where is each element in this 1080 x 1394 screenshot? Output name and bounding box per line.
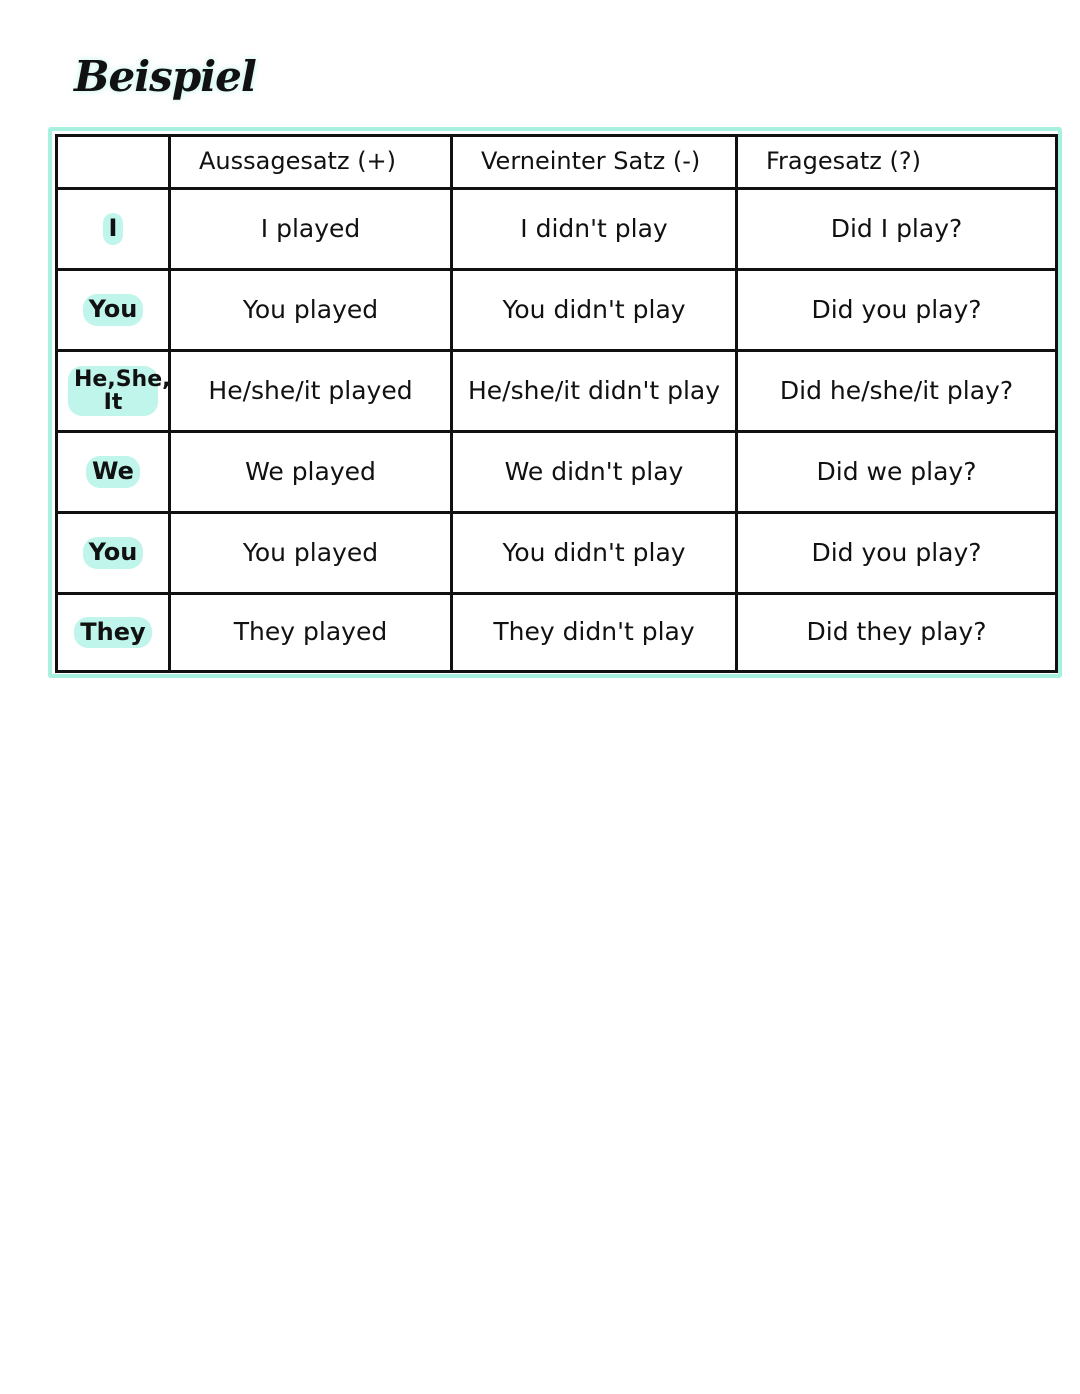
question-cell: Did we play? xyxy=(737,432,1057,513)
pronoun-label: You xyxy=(83,294,144,326)
pronoun-cell xyxy=(57,432,170,513)
positive-cell: I played xyxy=(170,189,452,270)
pronoun-label: We xyxy=(86,456,140,488)
question-cell: Did I play? xyxy=(737,189,1057,270)
table-row xyxy=(57,270,1057,351)
negative-cell: They didn't play xyxy=(452,594,737,672)
table-header-row xyxy=(57,136,1057,189)
positive-cell: You played xyxy=(170,513,452,594)
negative-cell: I didn't play xyxy=(452,189,737,270)
question-cell: Did you play? xyxy=(737,513,1057,594)
negative-cell: You didn't play xyxy=(452,270,737,351)
negative-cell: You didn't play xyxy=(452,513,737,594)
table-row xyxy=(57,513,1057,594)
table-row xyxy=(57,432,1057,513)
pronoun-label: You xyxy=(83,537,144,569)
table-row xyxy=(57,351,1057,432)
pronoun-cell xyxy=(57,189,170,270)
negative-cell: We didn't play xyxy=(452,432,737,513)
pronoun-label: I xyxy=(103,213,124,245)
positive-cell: They played xyxy=(170,594,452,672)
pronoun-cell xyxy=(57,351,170,432)
pronoun-label: He,She, It xyxy=(68,366,158,416)
table-frame xyxy=(48,127,1062,678)
positive-cell: We played xyxy=(170,432,452,513)
header-cell-negative: Verneinter Satz (-) xyxy=(452,136,737,189)
header-cell-empty xyxy=(57,136,170,189)
header-cell-question: Fragesatz (?) xyxy=(737,136,1057,189)
header-cell-positive: Aussagesatz (+) xyxy=(170,136,452,189)
pronoun-label: They xyxy=(74,617,151,649)
question-cell: Did you play? xyxy=(737,270,1057,351)
pronoun-cell xyxy=(57,270,170,351)
table-row xyxy=(57,189,1057,270)
negative-cell: He/she/it didn't play xyxy=(452,351,737,432)
question-cell: Did they play? xyxy=(737,594,1057,672)
positive-cell: He/she/it played xyxy=(170,351,452,432)
pronoun-cell xyxy=(57,513,170,594)
table-row xyxy=(57,594,1057,672)
positive-cell: You played xyxy=(170,270,452,351)
question-cell: Did he/she/it play? xyxy=(737,351,1057,432)
pronoun-cell xyxy=(57,594,170,672)
simple-past-table xyxy=(55,134,1058,673)
page-title: Beispiel xyxy=(74,52,256,101)
